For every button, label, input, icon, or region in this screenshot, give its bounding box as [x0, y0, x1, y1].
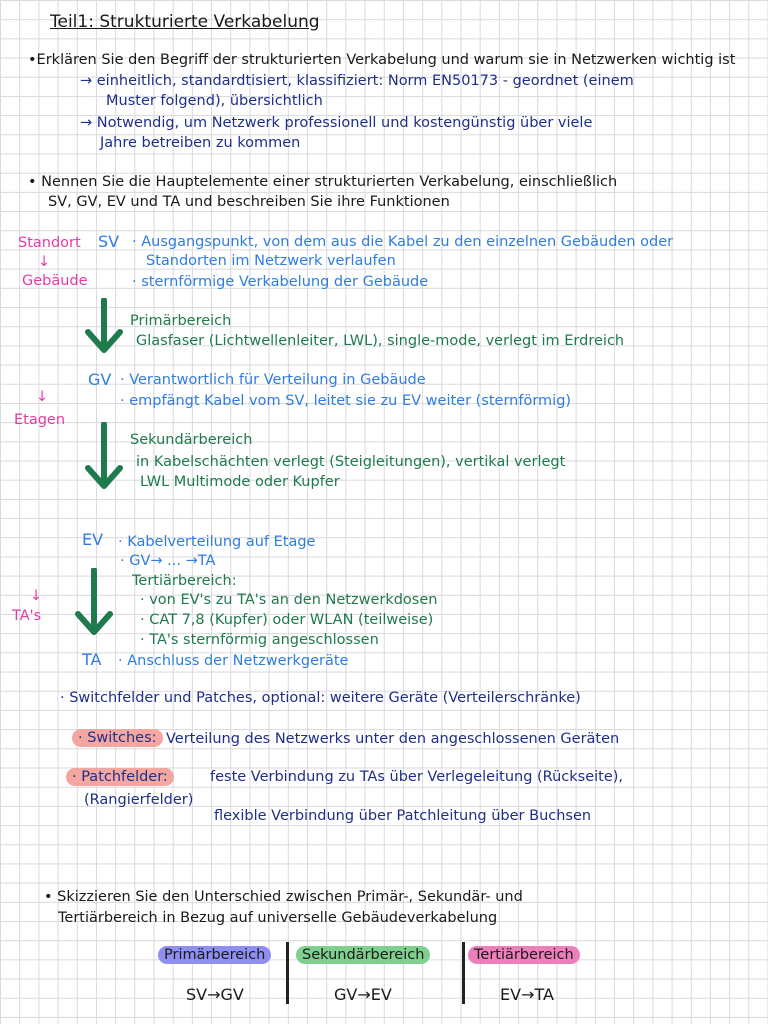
patch-sub: (Rangierfelder): [84, 792, 194, 808]
primaer-desc: Glasfaser (Lichtwellenleiter, LWL), single-mode, verlegt im Erdreich: [136, 333, 625, 349]
col-primaer-head: [158, 945, 271, 965]
page-title: Teil1: Strukturierte Verkabelung: [50, 12, 320, 32]
gv-desc-2: · empfängt Kabel vom SV, leitet sie zu EV weiter (sternförmig): [120, 393, 572, 409]
col-primaer-highlight: Primärbereich: [158, 946, 271, 964]
column-divider: [286, 942, 289, 1004]
sv-side-label-2: Gebäude: [22, 273, 88, 289]
ev-label: EV: [82, 530, 104, 549]
down-arrow-icon: [84, 422, 124, 490]
down-arrow-icon: [74, 568, 114, 636]
question-3-line-2: Tertiärbereich in Bezug auf universelle Gebäudeverkabelung: [58, 910, 498, 926]
tertiaer-desc-3: · TA's sternförmig angeschlossen: [140, 632, 379, 648]
sv-label: SV: [98, 232, 120, 251]
question-2-line-1: • Nennen Sie die Hauptelemente einer strukturierten Verkabelung, einschließlich: [28, 174, 618, 190]
question-3-line-1: • Skizzieren Sie den Unterschied zwischen Primär-, Sekundär- und: [44, 889, 523, 905]
sekundaer-desc-2: LWL Multimode oder Kupfer: [140, 474, 340, 490]
down-arrow-icon: [84, 298, 124, 354]
switches-label: [72, 728, 163, 748]
col-sekundaer-value: GV→EV: [334, 985, 392, 1004]
ev-desc-2: · GV→ ... →TA: [120, 553, 216, 569]
col-sekundaer-head: [296, 945, 430, 965]
gv-side-arrow: ↓: [36, 389, 49, 405]
gv-desc-1: · Verantwortlich für Verteilung in Gebäude: [120, 372, 426, 388]
col-tertiaer-value: EV→TA: [500, 985, 554, 1004]
answer-2-line-2: Jahre betreiben zu kommen: [100, 135, 301, 151]
sv-desc-1: · Ausgangspunkt, von dem aus die Kabel zu den einzelnen Gebäuden oder: [132, 234, 674, 250]
answer-2-line-1: → Notwendig, um Netzwerk professionell und kostengünstig über viele: [80, 115, 593, 131]
patch-desc-1: feste Verbindung zu TAs über Verlegeleitung (Rückseite),: [210, 769, 624, 785]
col-primaer-value: SV→GV: [186, 985, 244, 1004]
sv-side-label: Standort: [18, 235, 81, 251]
tertiaer-side-label: TA's: [12, 608, 42, 624]
answer-1-line-1: → einheitlich, standardtisiert, klassifiziert: Norm EN50173 - geordnet (einem: [80, 73, 634, 89]
sekundaer-desc-1: in Kabelschächten verlegt (Steigleitungen), vertikal verlegt: [136, 454, 566, 470]
ta-label: TA: [82, 650, 102, 669]
tertiaer-desc-1: · von EV's zu TA's an den Netzwerkdosen: [140, 592, 438, 608]
sv-desc-3: · sternförmige Verkabelung der Gebäude: [132, 274, 429, 290]
ev-desc-1: · Kabelverteilung auf Etage: [118, 534, 316, 550]
tertiaer-side-arrow: ↓: [30, 588, 43, 604]
gv-label: GV: [88, 370, 112, 389]
gv-side-label: Etagen: [14, 412, 66, 428]
sekundaer-title: Sekundärbereich: [130, 432, 253, 448]
answer-1-line-2: Muster folgend), übersichtlich: [106, 93, 323, 109]
patch-label: [66, 767, 174, 787]
tertiaer-desc-2: · CAT 7,8 (Kupfer) oder WLAN (teilweise): [140, 612, 434, 628]
sv-side-arrow: ↓: [38, 254, 51, 270]
col-sekundaer-highlight: Sekundärbereich: [296, 946, 430, 964]
switches-desc: Verteilung des Netzwerks unter den angeschlossenen Geräten: [166, 731, 620, 747]
tertiaer-title: Tertiärbereich:: [132, 573, 237, 589]
primaer-title: Primärbereich: [130, 313, 232, 329]
sv-desc-2: Standorten im Netzwerk verlaufen: [146, 253, 396, 269]
ta-desc: · Anschluss der Netzwerkgeräte: [118, 653, 349, 669]
col-tertiaer-head: [468, 945, 580, 965]
column-divider: [462, 942, 465, 1004]
patch-highlight: · Patchfelder:: [66, 768, 174, 786]
question-2-line-2: SV, GV, EV und TA und beschreiben Sie ihre Funktionen: [48, 194, 450, 210]
switches-highlight: · Switches:: [72, 729, 163, 747]
col-tertiaer-highlight: Tertiärbereich: [468, 946, 580, 964]
question-1: •Erklären Sie den Begriff der strukturierten Verkabelung und warum sie in Netzwerken wichtig ist: [28, 52, 736, 68]
patch-desc-2: flexible Verbindung über Patchleitung über Buchsen: [214, 808, 592, 824]
optional-line: · Switchfelder und Patches, optional: weitere Geräte (Verteilerschränke): [60, 690, 581, 706]
